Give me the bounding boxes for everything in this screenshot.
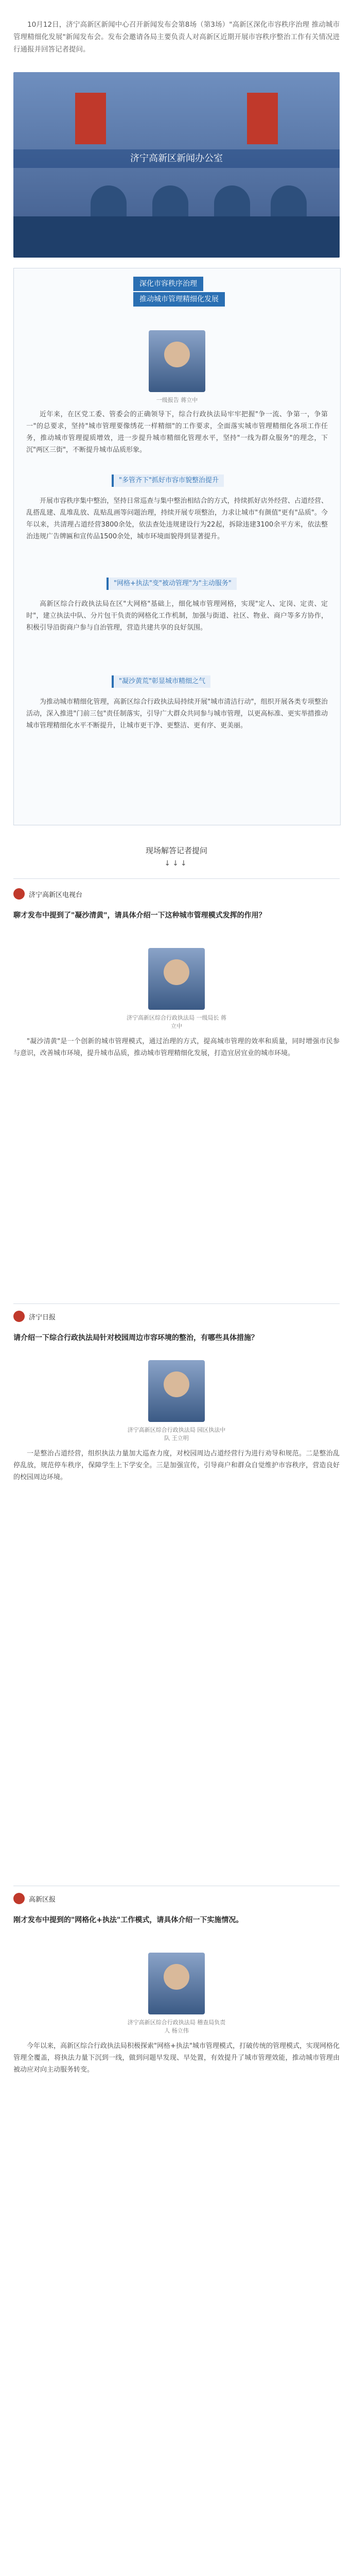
divider xyxy=(13,878,340,879)
portrait-caption: 济宁高新区综合行政执法局 园区执法中队 王立明 xyxy=(127,1427,226,1442)
speaker-portrait xyxy=(148,1953,205,2014)
qa-answer: 今年以来，高新区综合行政执法局积极探索"网格+执法"城市管理模式，打破传统的管理模式，实现网格化管理全覆盖，将执法力量下沉到一线，做到问题早发现、早处置，有效提升了城市管理效能，推动城市管理由被动应对向主动服务转变。 xyxy=(13,2042,340,2074)
report-paragraph: 近年来，在区党工委、管委会的正确领导下，综合行政执法局牢牢把握"争一流、争第一，争第一"的总要求，坚持"城市管理要像绣花一样精细"的工作要求，全面落实城市管理精细化各项工作任务，推动城市管理提质增效，进一步提升城市精细化管理水平，坚持"一线为群众服务"的理念，下沉"两区三街"，不断提升城市品质形象。 xyxy=(26,411,328,454)
qa-source-name: 济宁日报 xyxy=(29,1314,56,1321)
report-paragraph: 开展市容秩序集中整治，坚持日常巡查与集中整治相结合的方式，持续抓好店外经营、占道经营、乱搭乱建、乱堆乱放、乱贴乱画等问题治理，持续开展专项整治，力求让城市"有颜值"更有"品质"。今年以来，共清理占道经营3800余处，依法查处违规建设行为22起，拆除违建3100余平方米，依法整治违规广告牌匾和宣传品1500余处，城市环境面貌得到显著提升。 xyxy=(26,497,328,540)
qa-section-title: 现场解答记者提问 xyxy=(145,846,207,855)
section-subtitle: "网格+执法"变"被动管理"为"主动服务" xyxy=(107,578,237,590)
qa-source-name: 济宁高新区电视台 xyxy=(29,891,83,899)
press-conference-photo xyxy=(13,72,340,258)
section-subtitle: "凝沙黄荒"彰显城市精细之气 xyxy=(112,675,210,688)
media-logo-icon xyxy=(13,888,25,900)
qa-answer: "凝沙清黄"是一个创新的城市管理模式，通过治理的方式，提高城市管理的效率和质量，同时增强市民参与意识，改善城市环境，提升城市品质，推动城市管理精细化发展，打造宜居宜业的城市环境。 xyxy=(13,1038,340,1057)
report-title-line1: 深化市容秩序治理 xyxy=(133,277,203,291)
report-paragraph: 为推动城市精细化管理，高新区综合行政执法局持续开展"城市清洁行动"，组织开展各类专项整治活动，深入推进"门前三包"责任制落实，引导广大群众共同参与城市管理，以更高标准、更实举措推动城市管理精细化水平不断提升，让城市更干净、更整洁、更有序、更美丽。 xyxy=(26,698,328,730)
qa-answer: 一是整治占道经营，组织执法力量加大巡查力度，对校园周边占道经营行为进行劝导和规范。二是整治乱停乱放，规范停车秩序，保障学生上下学安全。三是加强宣传，引导商户和群众自觉维护市容秩序，营造良好的校园周边环境。 xyxy=(13,1450,340,1481)
portrait-caption: 济宁高新区综合行政执法局 一级局长 蒋立中 xyxy=(127,1014,226,1029)
intro-paragraph: 10月12日，济宁高新区新闻中心召开新闻发布会第8场（第3场）"高新区深化市容秩序治理 推动城市管理精细化发展"新闻发布会。发布会邀请各局主要负责人对高新区近期开展市容秩序整治工作有关情况进行通报并回答记者提问。 xyxy=(13,20,340,54)
qa-question: 刚才发布中提到的"网格化+执法"工作模式，请具体介绍一下实施情况。 xyxy=(13,1916,243,1924)
qa-question: 请介绍一下综合行政执法局针对校园周边市容环境的整治，有哪些具体措施？ xyxy=(13,1334,258,1342)
photo-banner: 济宁高新区新闻办公室 xyxy=(13,149,340,168)
portrait-caption: 一级报告 蒋立中 xyxy=(156,397,198,403)
qa-source-name: 高新区报 xyxy=(29,1896,56,1904)
report-paragraph: 高新区综合行政执法局在区"大网格"基础上，细化城市管理网格，实现"定人、定岗、定责、定时"，建立执法中队、分片包干负责的网格化工作机制，加强与街道、社区、物业、商户等多方协作，积极引导沿街商户参与自治管理，营造共建共享的良好氛围。 xyxy=(26,600,328,632)
speaker-portrait xyxy=(148,1360,205,1422)
media-logo-icon xyxy=(13,1311,25,1322)
divider xyxy=(13,1303,340,1304)
flag-decoration xyxy=(247,93,278,144)
media-logo-icon xyxy=(13,1893,25,1904)
speaker-portrait xyxy=(149,330,205,392)
report-title-tag xyxy=(133,277,225,307)
qa-question: 聊才发布中提到了"凝沙清黄"，请具体介绍一下这种城市管理模式发挥的作用？ xyxy=(13,911,266,920)
conference-table xyxy=(13,216,340,258)
section-subtitle: "多管齐下"抓好市容市貌整治提升 xyxy=(112,474,224,487)
portrait-caption: 济宁高新区综合行政执法局 稽查局负责人 杨立伟 xyxy=(127,2019,226,2034)
speaker-portrait xyxy=(148,948,205,1010)
flag-decoration xyxy=(75,93,106,144)
report-title-line2: 推动城市管理精细化发展 xyxy=(133,292,225,307)
down-arrows-icon: ↓↓↓ xyxy=(164,859,189,868)
report-card xyxy=(13,268,341,825)
